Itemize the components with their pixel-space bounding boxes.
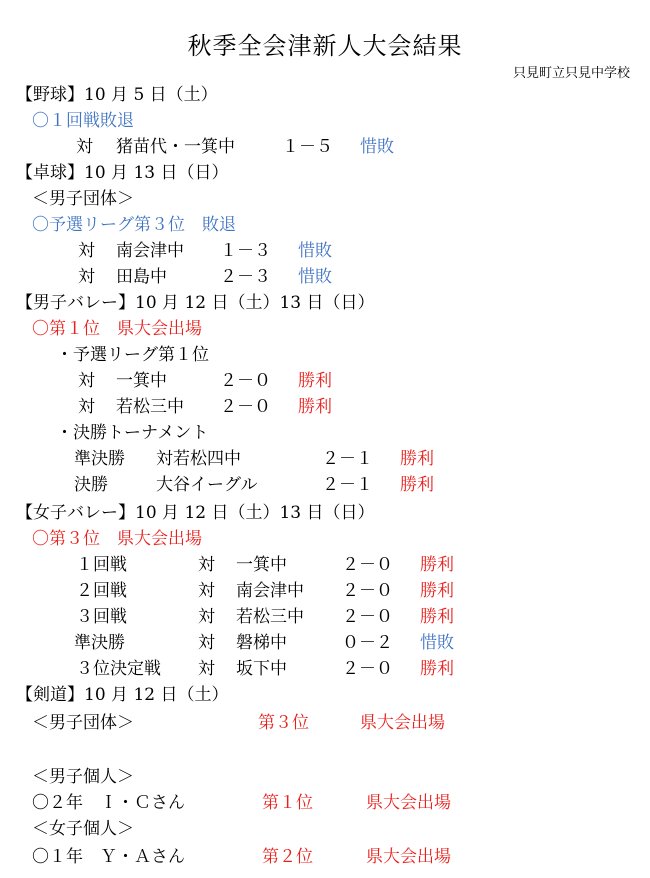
kendo-boys-label: ＜男子個人＞: [32, 767, 134, 787]
match-outcome: 勝利: [420, 555, 454, 575]
tabletennis-group: ＜男子団体＞: [32, 189, 134, 209]
match-score: １－５: [282, 137, 333, 157]
match-round: 準決勝: [74, 633, 125, 653]
match-score: ２－３: [220, 267, 271, 287]
match-team: 若松三中: [116, 397, 184, 417]
baseball-header: 【野球】10 月 5 日（土）: [16, 85, 218, 105]
match-score: ２－０: [220, 371, 271, 391]
match-team: 坂下中: [236, 659, 287, 679]
girls-volley-result: 〇第３位 県大会出場: [32, 529, 202, 549]
girls-volley-header: 【女子バレー】10 月 12 日（土）13 日（日）: [16, 503, 375, 523]
match-vs: 対: [198, 607, 215, 627]
match-outcome: 勝利: [420, 581, 454, 601]
match-team: 大谷イーグル: [156, 475, 258, 495]
baseball-result: 〇１回戦敗退: [32, 111, 134, 131]
match-score: ２－０: [342, 607, 393, 627]
match-score: １－３: [220, 241, 271, 261]
kendo-team-place: 第３位: [258, 713, 309, 733]
match-team: 一箕中: [236, 555, 287, 575]
match-team: 南会津中: [116, 241, 184, 261]
school-name: 只見町立只見中学校: [512, 66, 630, 81]
match-team: 猪苗代・一箕中: [116, 137, 235, 157]
match-round: ３位決定戦: [76, 659, 161, 679]
kendo-girls-place: 第２位: [262, 847, 313, 867]
boys-volley-header: 【男子バレー】10 月 12 日（土）13 日（日）: [16, 293, 375, 313]
match-outcome: 勝利: [420, 607, 454, 627]
match-score: ２－１: [322, 449, 373, 469]
match-vs: 対: [198, 555, 215, 575]
match-round: ３回戦: [76, 607, 127, 627]
match-score: ２－０: [342, 581, 393, 601]
match-round: ２回戦: [76, 581, 127, 601]
match-score: ２－０: [220, 397, 271, 417]
match-team: 若松三中: [236, 607, 304, 627]
match-outcome: 勝利: [298, 371, 332, 391]
match-team: 田島中: [116, 267, 167, 287]
match-vs: 対: [78, 397, 95, 417]
match-vs: 対: [198, 581, 215, 601]
match-round: １回戦: [76, 555, 127, 575]
match-outcome: 勝利: [400, 449, 434, 469]
match-outcome: 勝利: [420, 659, 454, 679]
tabletennis-header: 【卓球】10 月 13 日（日）: [16, 163, 229, 183]
match-team: 磐梯中: [236, 633, 287, 653]
match-vs: 対: [78, 371, 95, 391]
match-vs: 対: [198, 633, 215, 653]
kendo-boys-person: 〇２年 Ｉ・Ｃさん: [32, 793, 185, 813]
kendo-boys-note: 県大会出場: [366, 793, 451, 813]
match-team: 一箕中: [116, 371, 167, 391]
match-outcome: 惜敗: [420, 633, 454, 653]
match-team: 南会津中: [236, 581, 304, 601]
match-score: ２－０: [342, 659, 393, 679]
match-outcome: 勝利: [400, 475, 434, 495]
match-team: 対若松四中: [156, 449, 241, 469]
tabletennis-result: 〇予選リーグ第３位 敗退: [32, 215, 236, 235]
kendo-girls-note: 県大会出場: [366, 847, 451, 867]
match-vs: 対: [198, 659, 215, 679]
match-outcome: 惜敗: [360, 137, 394, 157]
match-outcome: 惜敗: [298, 267, 332, 287]
match-round: 決勝: [74, 475, 108, 495]
kendo-girls-label: ＜女子個人＞: [32, 819, 134, 839]
match-score: ２－０: [342, 555, 393, 575]
boys-volley-result: 〇第１位 県大会出場: [32, 319, 202, 339]
match-vs: 対: [78, 267, 95, 287]
boys-volley-prelim: ・予選リーグ第１位: [56, 345, 209, 365]
kendo-girls-person: 〇１年 Ｙ・Ａさん: [32, 847, 185, 867]
match-vs: 対: [76, 137, 93, 157]
match-outcome: 勝利: [298, 397, 332, 417]
match-score: ２－１: [322, 475, 373, 495]
kendo-boys-place: 第１位: [262, 793, 313, 813]
boys-volley-tournament: ・決勝トーナメント: [56, 423, 209, 443]
kendo-team-note: 県大会出場: [360, 713, 445, 733]
kendo-header: 【剣道】10 月 12 日（土）: [16, 685, 229, 705]
match-round: 準決勝: [74, 449, 125, 469]
match-score: ０－２: [342, 633, 393, 653]
kendo-team-label: ＜男子団体＞: [32, 713, 134, 733]
match-vs: 対: [78, 241, 95, 261]
match-outcome: 惜敗: [298, 241, 332, 261]
page-title: 秋季全会津新人大会結果: [187, 32, 463, 60]
